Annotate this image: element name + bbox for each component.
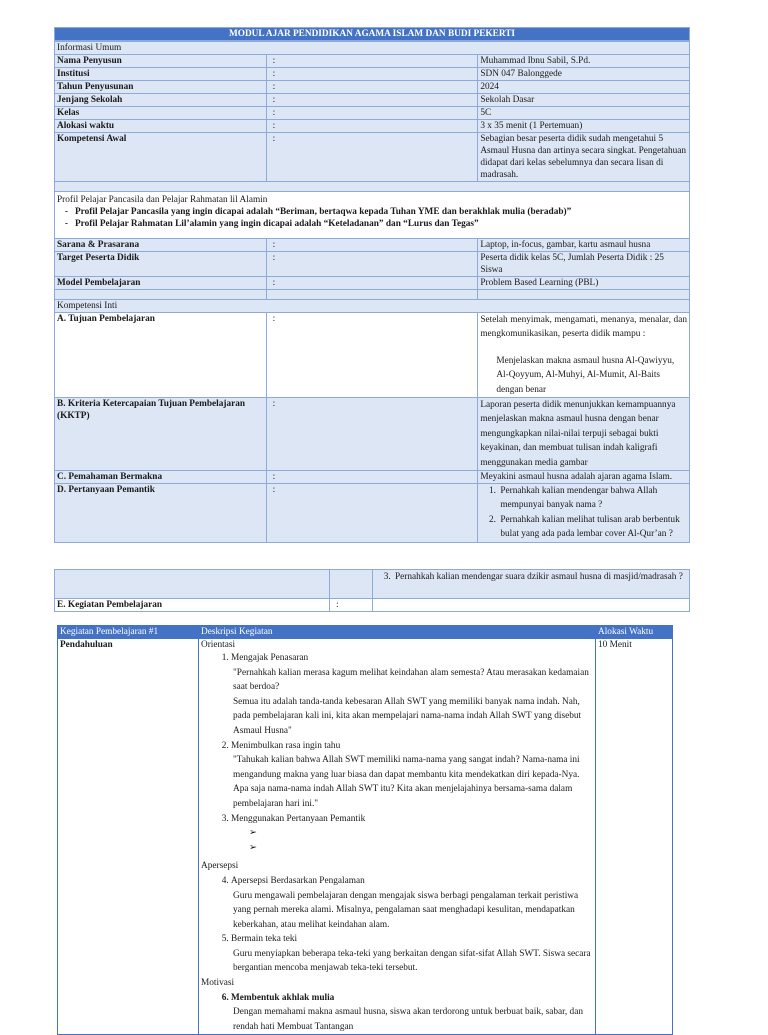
step-title: 2. Menimbulkan rasa ingin tahu [231, 739, 593, 754]
colon: : [266, 471, 478, 484]
spacer-row [55, 182, 690, 192]
sarana-row [55, 252, 690, 277]
sarana-label: Sarana & Prasarana [55, 239, 267, 252]
profil-cell [55, 192, 690, 239]
info-table [54, 41, 690, 543]
inti-header-row [55, 300, 690, 313]
info-value: Muhammad Ibnu Sabil, S.Pd. [478, 55, 690, 68]
kegiatan-label-row [55, 599, 690, 612]
colon: : [266, 252, 478, 277]
arrow-bullet-icon: ➢ [249, 842, 257, 853]
step-text: "Tahukah kalian bahwa Allah SWT memiliki nama-nama yang sangat indah? Nama-nama ini mengandung makna yang luar biasa dan dapat membantu kita mendekatkan diri kepada-Nya. Apa saja nama-nama indah Allah SWT itu? Kita akan menjelajahinya bersama-sama dalam pembelajaran hari ini." [233, 755, 580, 809]
phase-label: Pendahuluan [58, 639, 199, 1035]
info-value: 2024 [478, 81, 690, 94]
apersepsi-heading: Apersepsi [201, 861, 239, 872]
step-text: "Pernahkah kalian merasa kagum melihat keindahan alam semesta? Atau merasakan kedamaian saat berdoa? [233, 667, 589, 693]
kktp-value: Laporan peserta didik menunjukkan kemampuannya menjelaskan makna asmaul husna dengan benar mengungkapkan nilai-nilai terpuji sebagai bukti keyakinan, dan membuat tulisan indah kaligrafi menggunakan media gambar [478, 398, 690, 471]
pemahaman-row [55, 471, 690, 484]
info-label: Kompetensi Awal [55, 133, 267, 182]
step-text: Guru mengawali pembelajaran dengan mengajak siswa berbagi pengalaman terkait peristiwa yang pernah mereka alami. Misalnya, pengalaman saat menghadapi kesulitan, mendapatkan keberkahan, atau melihat keindahan alam. [233, 890, 579, 930]
module-page-1 [54, 27, 690, 543]
step-title: 4. Apersepsi Berdasarkan Pengalaman [231, 874, 593, 889]
step-text: Semua itu adalah tanda-tanda kebesaran Allah SWT yang memiliki banyak nama indah. Nah, pada pembelajaran kali ini, kita akan mempelajari nama-nama indah Allah SWT yang disebut Asmaul Husna" [233, 696, 582, 736]
motivasi-list [201, 991, 593, 1006]
kegiatan-label: E. Kegiatan Pembelajaran [55, 599, 330, 612]
sarana-label: Model Pembelajaran [55, 277, 267, 290]
pertanyaan-item: 1. Pernahkah kalian mendengar bahwa Allah mempunyai banyak nama ? [498, 484, 687, 513]
colon: : [266, 81, 478, 94]
profil-list [57, 206, 687, 230]
profil-item: - Profil Pelajar Rahmatan Lil’alamin yang ingin dicapai adalah “Keteladanan” dan “Lurus dan Tegas” [75, 218, 687, 230]
arrow-bullet-icon: ➢ [249, 828, 257, 839]
tujuan-cell [478, 313, 690, 398]
info-value: Sebagian besar peserta didik sudah mengetahui 5 Asmaul Husna dan artinya secara singkat. Pengetahuan didapat dari kelas sebelumnya dan secara lisan di madrasah. [478, 133, 690, 182]
kktp-label: B. Kriteria Ketercapaian Tujuan Pembelajaran (KKTP) [55, 398, 267, 471]
info-value: 5C [478, 107, 690, 120]
profil-item: - Profil Pelajar Pancasila yang ingin dicapai adalah “Beriman, bertaqwa kepada Tuhan YME dan berakhlak mulia (beradab)” [75, 206, 687, 218]
tujuan-detail: Menjelaskan makna asmaul husna Al-Qawiyyu, Al-Qoyyum, Al-Muhyi, Al-Mumit, Al-Baits dengan benar [496, 355, 675, 395]
colon: : [266, 120, 478, 133]
sarana-value: Problem Based Learning (PBL) [478, 277, 690, 290]
kegiatan-table-wrap [57, 625, 673, 1035]
profil-row [55, 192, 690, 239]
orientasi-heading: Orientasi [201, 640, 236, 650]
col-deskripsi: Deskripsi Kegiatan [199, 626, 596, 639]
info-value: SDN 047 Balonggede [478, 68, 690, 81]
pemahaman-value: Meyakini asmaul husna adalah ajaran agama Islam. [478, 471, 690, 484]
info-row [55, 94, 690, 107]
info-label: Nama Penyusun [55, 55, 267, 68]
info-row [55, 55, 690, 68]
sarana-row [55, 277, 690, 290]
pertanyaan-item: 3. Pernahkah kalian mendengar suara dzikir asmaul husna di masjid/madrasah ? [393, 570, 687, 584]
step-title: 6. Membentuk akhlak mulia [231, 991, 593, 1006]
info-row [55, 120, 690, 133]
colon: : [266, 277, 478, 290]
colon: : [330, 599, 373, 612]
tujuan-intro: Setelah menyimak, mengamati, menanya, menalar, dan mengkomunikasikan, peserta didik mampu : [480, 315, 687, 340]
info-row [55, 68, 690, 81]
kegiatan-table [57, 625, 673, 1035]
info-row [55, 133, 690, 182]
kegiatan-header-row [58, 626, 673, 639]
col-alokasi: Alokasi Waktu [596, 626, 673, 639]
info-label: Jenjang Sekolah [55, 94, 267, 107]
motivasi-heading: Motivasi [201, 978, 235, 989]
step-title: 1. Mengajak Penasaran [231, 651, 593, 666]
orientasi-list [201, 812, 593, 827]
colon: : [266, 107, 478, 120]
spacer-row [55, 290, 690, 300]
apersepsi-list [201, 932, 593, 947]
module-title: MODUL AJAR PENDIDIKAN AGAMA ISLAM DAN BUDI PEKERTI [54, 27, 690, 41]
info-label: Alokasi waktu [55, 120, 267, 133]
step-text: Dengan memahami makna asmaul husna, siswa akan terdorong untuk berbuat baik, sabar, dan rendah hati Membuat Tantangan [233, 1007, 583, 1032]
info-label: Kelas [55, 107, 267, 120]
info-label: Tahun Penyusunan [55, 81, 267, 94]
pertanyaan-list [375, 570, 687, 584]
pertanyaan-row [55, 484, 690, 543]
kegiatan-row [58, 639, 673, 1035]
colon: : [266, 94, 478, 107]
sarana-row [55, 239, 690, 252]
info-value: Sekolah Dasar [478, 94, 690, 107]
step-title: 3. Menggunakan Pertanyaan Pemantik [231, 812, 593, 827]
colon: : [266, 313, 478, 398]
info-row [55, 81, 690, 94]
info-header: Informasi Umum [55, 42, 690, 55]
continuation-table [54, 569, 690, 612]
sarana-label: Target Peserta Didik [55, 252, 267, 277]
sarana-value: Laptop, in-focus, gambar, kartu asmaul husna [478, 239, 690, 252]
deskripsi-cell [199, 639, 596, 1035]
time-value: 10 Menit [596, 639, 673, 1035]
colon: : [266, 133, 478, 182]
pemahaman-label: C. Pemahaman Bermakna [55, 471, 267, 484]
orientasi-list [201, 739, 593, 754]
pertanyaan-continued-row [55, 570, 690, 599]
pertanyaan-label: D. Pertanyaan Pemantik [55, 484, 267, 543]
module-page-2 [54, 569, 690, 612]
profil-header: Profil Pelajar Pancasila dan Pelajar Rahmatan lil Alamin [57, 195, 268, 205]
tujuan-label: A. Tujuan Pembelajaran [55, 313, 267, 398]
step-title: 5. Bermain teka teki [231, 932, 593, 947]
colon: : [266, 398, 478, 471]
colon: : [266, 68, 478, 81]
step-text: Guru menyiapkan beberapa teka-teki yang berkaitan dengan sifat-sifat Allah SWT. Siswa secara bergantian mencoba menjawab teka-teki tersebut. [233, 948, 591, 974]
info-label: Institusi [55, 68, 267, 81]
info-row [55, 107, 690, 120]
pertanyaan-cell [373, 570, 690, 599]
colon: : [266, 484, 478, 543]
col-kegiatan: Kegiatan Pembelajaran #1 [58, 626, 199, 639]
pertanyaan-list [480, 484, 687, 542]
apersepsi-list [201, 874, 593, 889]
colon: : [266, 239, 478, 252]
pertanyaan-cell [478, 484, 690, 543]
colon: : [266, 55, 478, 68]
kktp-row [55, 398, 690, 471]
orientasi-list [201, 651, 593, 666]
info-value: 3 x 35 menit (1 Pertemuan) [478, 120, 690, 133]
pertanyaan-item: 2. Pernahkah kalian melihat tulisan arab berbentuk bulat yang ada pada lembar cover Al-Qur’an ? [498, 513, 687, 542]
sarana-value: Peserta didik kelas 5C, Jumlah Peserta Didik : 25 Siswa [478, 252, 690, 277]
inti-header: Kompetensi Inti [55, 300, 690, 313]
tujuan-row [55, 313, 690, 398]
